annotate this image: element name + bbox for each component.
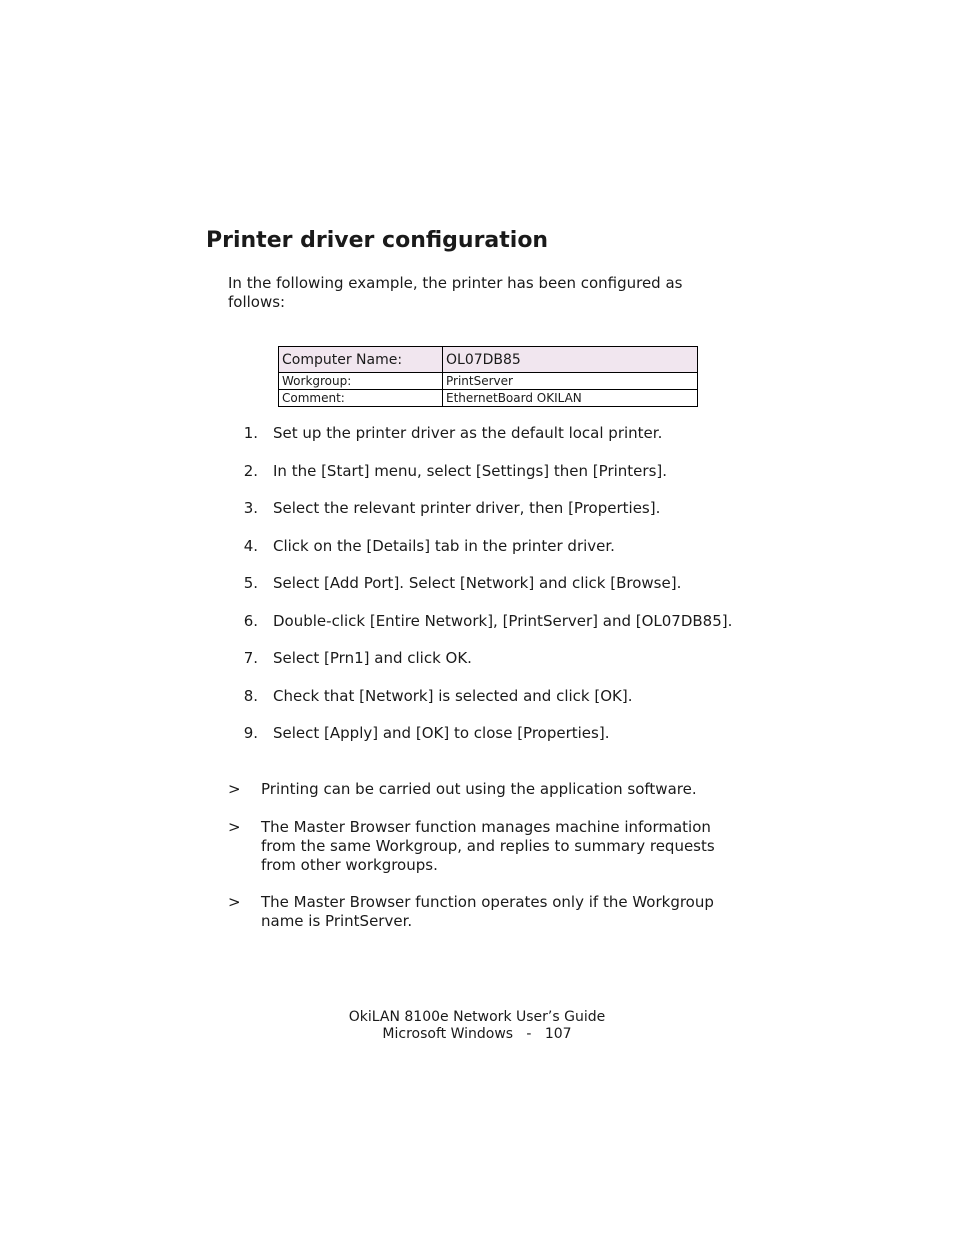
note-text: The Master Browser function operates only if the Workgroup name is PrintServer.: [261, 893, 714, 930]
step-text: Select [Apply] and [OK] to close [Properties].: [273, 724, 610, 742]
steps-list: [232, 424, 752, 762]
list-item: [232, 649, 752, 668]
note-marker: >: [228, 817, 241, 836]
step-number: 2.: [243, 461, 258, 480]
step-text: Select [Prn1] and click OK.: [273, 649, 472, 667]
note-item: [228, 780, 748, 799]
page-footer: [0, 1009, 954, 1043]
step-text: Select the relevant printer driver, then [Properties].: [273, 499, 661, 517]
list-item: [232, 574, 752, 593]
note-marker: >: [228, 893, 241, 911]
footer-guide-title: OkiLAN 8100e Network User’s Guide: [348, 1009, 606, 1025]
table-cell-label: Comment:: [279, 390, 443, 407]
footer-section-page: Microsoft Windows - 107: [382, 1026, 572, 1042]
table-cell-label: Workgroup:: [279, 373, 443, 390]
step-number: 9.: [243, 724, 258, 742]
note-item: [228, 893, 748, 931]
list-item: [232, 462, 752, 481]
list-item: [232, 724, 752, 743]
step-number: 6.: [243, 611, 258, 630]
list-item: [232, 499, 752, 518]
step-text: Check that [Network] is selected and click [OK].: [273, 686, 633, 705]
intro-paragraph: In the following example, the printer has been configured as follows:: [228, 274, 683, 311]
table-cell-value: EthernetBoard OKILAN: [443, 390, 698, 407]
list-item: [232, 612, 752, 631]
step-number: 7.: [243, 649, 258, 667]
notes-list: [228, 780, 748, 950]
note-item: [228, 818, 748, 875]
table-cell-value: OL07DB85: [443, 347, 698, 373]
list-item: [232, 687, 752, 706]
list-item: [232, 537, 752, 556]
table-row: [279, 390, 698, 407]
step-number: 5.: [243, 574, 258, 592]
page-title: Printer driver configuration: [206, 228, 549, 253]
step-text: Click on the [Details] tab in the printer driver.: [273, 536, 615, 555]
table-cell-value: PrintServer: [443, 373, 698, 390]
step-text: Set up the printer driver as the default local printer.: [273, 424, 663, 442]
step-text: Select [Add Port]. Select [Network] and click [Browse].: [273, 574, 682, 592]
step-number: 1.: [243, 424, 258, 442]
table-cell-label: Computer Name:: [279, 347, 443, 373]
table-row: [279, 347, 698, 373]
table-row: [279, 373, 698, 390]
configuration-table: [278, 346, 698, 407]
note-text: Printing can be carried out using the application software.: [261, 780, 697, 798]
step-text: In the [Start] menu, select [Settings] then [Printers].: [273, 461, 667, 480]
step-text: Double-click [Entire Network], [PrintServer] and [OL07DB85].: [273, 611, 733, 630]
note-text: The Master Browser function manages machine information from the same Workgroup, and replies to summary requests from other workgroups.: [261, 817, 715, 874]
list-item: [232, 424, 752, 443]
step-number: 8.: [243, 686, 258, 705]
step-number: 4.: [243, 536, 258, 555]
note-marker: >: [228, 780, 241, 798]
step-number: 3.: [243, 499, 258, 517]
